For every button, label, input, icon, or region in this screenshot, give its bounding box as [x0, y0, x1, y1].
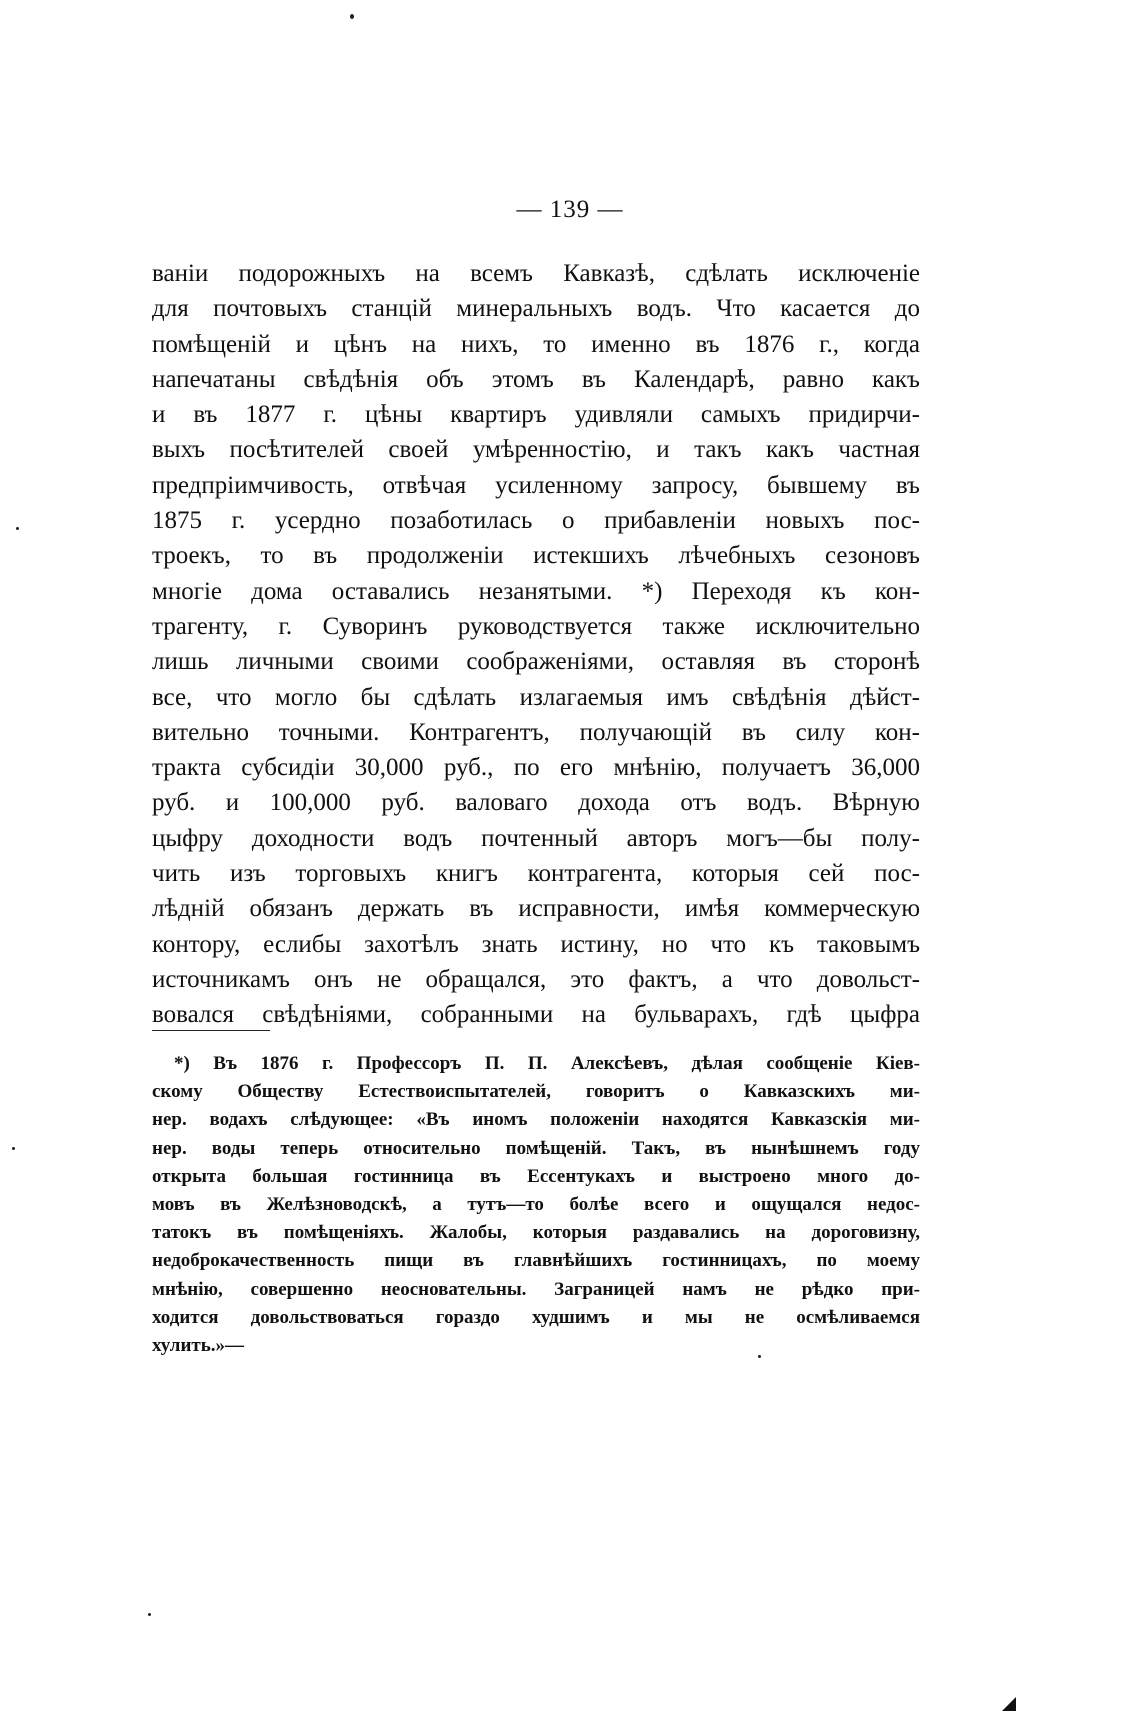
text-line: чить изъ торговыхъ книгъ контрагента, которыя сей пос- [152, 860, 920, 888]
scan-corner-mark [1002, 1697, 1016, 1711]
text-line: для почтовыхъ станцій минеральныхъ водъ. Что касается до [152, 295, 920, 323]
scan-speck [758, 1355, 761, 1358]
footnote-line: *) Въ 1876 г. Профессоръ П. П. Алексѣевъ, дѣлая сообщеніе Кіев- [174, 1053, 920, 1074]
text-line: троекъ, то въ продолженіи истекшихъ лѣчебныхъ сезоновъ [152, 542, 920, 570]
text-line: контору, еслибы захотѣлъ знать истину, но что къ таковымъ [152, 930, 920, 958]
text-line: помѣщеній и цѣнъ на нихъ, то именно въ 1876 г., когда [152, 330, 920, 358]
footnote-line: мовъ въ Желѣзноводскѣ, а тутъ—то болѣе всего и ощущался недос- [152, 1193, 920, 1215]
page-number: — 139 — [516, 196, 624, 223]
scan-speck [16, 527, 19, 530]
scan-speck [350, 14, 354, 19]
text-line: лѣдній обязанъ держать въ исправности, имѣя коммерческую [152, 895, 920, 923]
text-line: вительно точными. Контрагентъ, получающій въ силу кон- [152, 718, 920, 746]
footnote-line: татокъ въ помѣщеніяхъ. Жалобы, которыя раздавались на дороговизну, [152, 1222, 920, 1244]
text-line: предпріимчивость, отвѣчая усиленному запросу, бывшему въ [152, 471, 920, 499]
footnote [152, 1050, 920, 1360]
footnote-line: ходится довольствоваться гораздо худшимъ и мы не осмѣливаемся [152, 1306, 920, 1328]
text-line: многіе дома оставались незанятыми. *) Переходя къ кон- [152, 577, 920, 605]
text-line: трагенту, г. Суворинъ руководствуется также исключительно [152, 612, 920, 640]
footnote-line: недоброкачественность пищи въ главнѣйшихъ гостинницахъ, по моему [152, 1250, 920, 1272]
text-line: напечатаны свѣдѣнія объ этомъ въ Календарѣ, равно какъ [152, 365, 920, 393]
text-line: тракта субсидіи 30,000 руб., по его мнѣнію, получаетъ 36,000 [152, 754, 920, 782]
text-line: цыфру доходности водъ почтенный авторъ могъ—бы полу- [152, 824, 920, 852]
scan-speck [12, 1147, 15, 1150]
footnote-line: мнѣнію, совершенно неосновательны. Заграницей намъ не рѣдко при- [152, 1278, 920, 1300]
main-text [152, 256, 920, 1033]
text-line: все, что могло бы сдѣлать излагаемыя имъ свѣдѣнія дѣйст- [152, 683, 920, 711]
text-line: 1875 г. усердно позаботилась о прибавленіи новыхъ пос- [152, 507, 920, 535]
scan-speck [148, 1613, 151, 1616]
footnote-line: открыта большая гостинница въ Ессентукахъ и выстроено много до- [152, 1165, 920, 1187]
text-line: лишь личными своими соображеніями, оставляя въ сторонѣ [152, 648, 920, 676]
text-line: и въ 1877 г. цѣны квартиръ удивляли самыхъ придирчи- [152, 401, 920, 429]
footnote-line: нер. водахъ слѣдующее: «Въ иномъ положеніи находятся Кавказскія ми- [152, 1109, 920, 1131]
footnote-line: хулить.»— [152, 1334, 245, 1356]
text-line: вовался свѣдѣніями, собранными на бульварахъ, гдѣ цыфра [152, 1001, 920, 1029]
footnote-line: скому Обществу Естествоиспытателей, говоритъ о Кавказскихъ ми- [152, 1081, 920, 1103]
text-line: выхъ посѣтителей своей умѣренностію, и такъ какъ частная [152, 436, 920, 464]
text-line: ваніи подорожныхъ на всемъ Кавказѣ, сдѣлать исключеніе [152, 260, 920, 287]
footnote-line: нер. воды теперь относительно помѣщеній. Такъ, въ нынѣшнемъ году [152, 1137, 920, 1159]
footnote-separator [152, 1030, 270, 1031]
text-line: руб. и 100,000 руб. валоваго дохода отъ водъ. Вѣрную [152, 789, 920, 817]
text-line: источникамъ онъ не обращался, это фактъ, а что довольст- [152, 965, 920, 993]
